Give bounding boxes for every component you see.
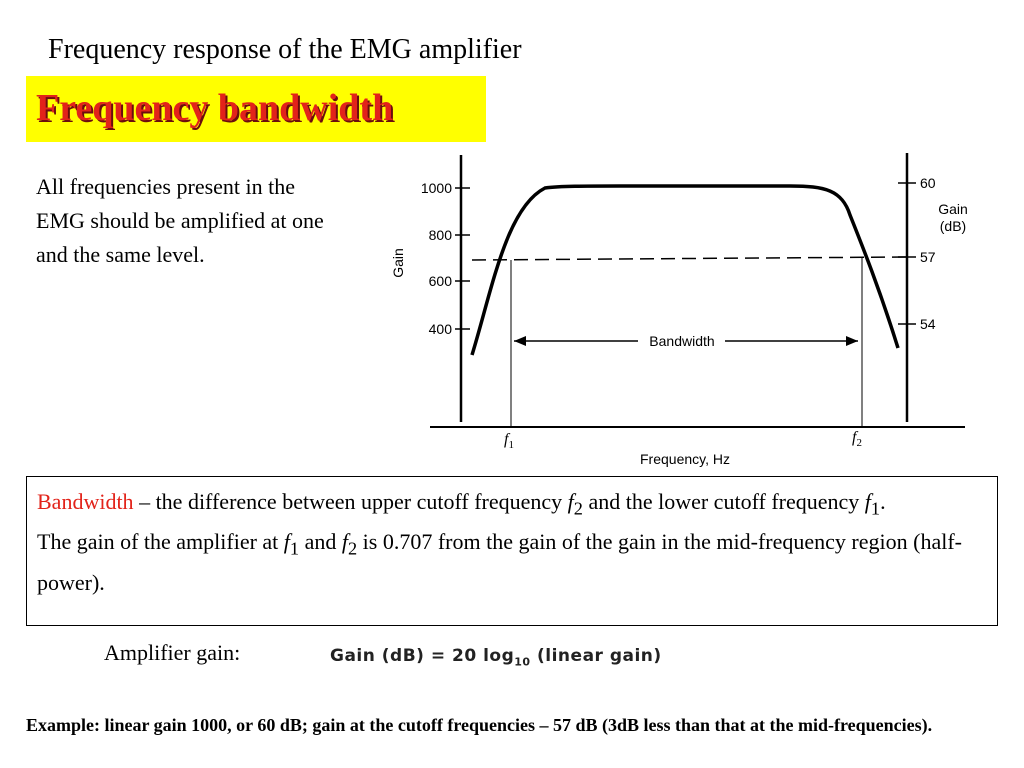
- formula-lhs: Gain (dB) = 20 log: [330, 646, 515, 666]
- f1-variable: f: [283, 529, 290, 555]
- amplifier-gain-label: Amplifier gain:: [104, 640, 241, 665]
- bandwidth-term: Bandwidth: [37, 489, 134, 514]
- definition-text: – the difference between upper cutoff frequency: [133, 489, 568, 514]
- formula-subscript: 10: [514, 655, 531, 669]
- definition-text: and the lower cutoff frequency: [582, 489, 865, 514]
- slide-title: Frequency response of the EMG amplifier: [48, 34, 522, 65]
- f1-subscript: 1: [289, 538, 300, 559]
- response-curve: [472, 186, 898, 355]
- right-axis-label-db: (dB): [939, 218, 967, 234]
- tick-label-1000: 1000: [420, 180, 452, 196]
- intro-text: All frequencies present in the EMG should be amplified at one and the same level.: [36, 174, 324, 267]
- definition-text: .: [880, 489, 886, 514]
- tick-label-60: 60: [920, 175, 936, 191]
- tick-label-800: 800: [428, 227, 452, 243]
- right-axis-label-gain: Gain: [938, 201, 968, 217]
- definition-text: and: [299, 529, 342, 555]
- f2-variable: f: [341, 529, 348, 555]
- heading-highlight-box: [26, 76, 486, 142]
- f1-subscript: 1: [870, 498, 881, 519]
- f1-variable: f: [864, 489, 871, 514]
- gain-formula: [330, 646, 662, 668]
- bandwidth-arrowhead-right: [846, 336, 858, 346]
- bandwidth-arrowhead-left: [514, 336, 526, 346]
- example-text: Example: linear gain 1000, or 60 dB; gain at the cutoff frequencies – 57 dB (3dB less than that at the mid-frequencies).: [26, 715, 933, 735]
- f2-subscript: 2: [347, 538, 358, 559]
- formula-rhs: (linear gain): [530, 646, 662, 666]
- tick-label-400: 400: [428, 321, 452, 337]
- frequency-response-graph: [380, 150, 980, 475]
- f2-subscript: 2: [573, 498, 583, 519]
- bandwidth-definition-box: [26, 476, 998, 626]
- definition-text: The gain of the amplifier at: [37, 529, 284, 555]
- definition-text: is 0.707 from the gain of the gain in the mid-frequency region (half-power).: [37, 529, 962, 595]
- f1-label: $f_1$: [504, 431, 514, 451]
- bandwidth-label: Bandwidth: [649, 333, 715, 349]
- x-axis-label: Frequency, Hz: [640, 451, 730, 467]
- left-axis-label: Gain: [390, 248, 406, 278]
- tick-label-54: 54: [920, 316, 936, 332]
- f2-label: $f_2$: [852, 429, 862, 449]
- definition-line-2: [37, 525, 987, 599]
- f2-variable: f: [567, 489, 574, 514]
- definition-line-1: [37, 485, 987, 525]
- tick-label-57: 57: [920, 249, 936, 265]
- heading: Frequency bandwidth: [36, 87, 394, 129]
- tick-label-600: 600: [428, 273, 452, 289]
- cutoff-dashed-line: [472, 257, 907, 260]
